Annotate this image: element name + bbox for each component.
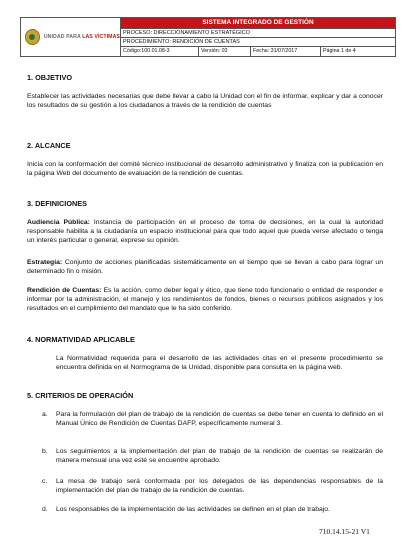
- document-header: [20, 17, 396, 57]
- section-objetivo-text: Establecer las actividades necesarias que debe llevar a cabo la Unidad con el fin de informar, explicar y dar a conocer los resultados de su gestión a los ciudadanos a través de la rendición de cuentas: [27, 93, 383, 109]
- section-alcance-text: Inicia con la conformación del comité técnico institucional de desarrollo administrativo y finaliza con la publicación en la página Web del documento de evaluación de la rendición de cuentas.: [27, 161, 383, 177]
- procedure-line: PROCEDIMIENTO: RENDICIÓN DE CUENTAS: [121, 37, 395, 46]
- system-title: SISTEMA INTEGRADO DE GESTIÓN: [121, 18, 395, 28]
- process-line: PROCESO: DIRECCIONAMIENTO ESTRATÉGICO: [121, 28, 395, 37]
- seal-icon: [25, 29, 40, 45]
- section-definiciones-title: 3. DEFINICIONES: [27, 199, 88, 208]
- page-number-cell: Página 1 de 4: [323, 48, 356, 54]
- list-item: b. Los seguimientos a la implementación del plan de trabajo de la rendición de cuentas se realizarán de manera mensual una vez esté se encuentre aprobado.: [42, 448, 383, 464]
- definition-estrategia: Estrategia: Conjunto de acciones planificadas sistemáticamente en el tiempo que se llevan a cabo para lograr un determinado fin o misión.: [27, 259, 383, 275]
- definition-rendicion: Rendición de Cuentas: Es la acción, como deber legal y ético, que tiene todo funcionario o entidad de responder e informar por la administración, el manejo y los rendimientos de fondos, bienes o recursos públicos asignados y los resultados en el cumplimiento del mandato que le ha sido conferido.: [27, 287, 383, 312]
- logo-text: UNIDAD PARA LAS VÍCTIMAS: [43, 34, 120, 40]
- list-item: c. La mesa de trabajo será conformada por los delegados de las dependencias responsables de la implementación del plan de trabajo de la rendición de cuentas.: [42, 478, 383, 494]
- section-criterios-title: 5. CRITERIOS DE OPERACIÓN: [27, 391, 134, 400]
- section-normatividad-title: 4. NORMATIVIDAD APLICABLE: [27, 335, 135, 344]
- section-normatividad-text: La Normatividad requerida para el desarrollo de las actividades citas en el presente procedimiento se encuentra definida en el Normograma de la Unidad, disponible para consulta en la página web.: [56, 355, 383, 371]
- list-item: a. Para la formulación del plan de trabajo de la rendición de cuentas se debe tener en cuenta lo definido en el Manual Único de Rendición de Cuentas DAFP, específicamente numeral 3.: [42, 411, 383, 427]
- footer-code: 710.14.15-21 V1: [319, 527, 370, 536]
- date-cell: Fecha: 31/07/2017: [251, 47, 321, 56]
- section-alcance-title: 2. ALCANCE: [27, 141, 71, 150]
- logo: [21, 18, 121, 56]
- code-cell: Código:100.01.08-3: [121, 47, 199, 56]
- section-objetivo-title: 1. OBJETIVO: [27, 73, 73, 82]
- definition-audiencia: Audiencia Pública: Instancia de participación en el proceso de toma de decisiones, en la cual la autoridad responsable habilita a la ciudadanía un espacio institucional para que todo aquel que pueda verse afectado o tenga un interés particular o general, exprese su opinión.: [27, 219, 384, 244]
- list-item: d. Los responsables de la implementación de las actividades se definen en el plan de trabajo.: [42, 506, 330, 513]
- version-cell: Versión: 03: [199, 47, 251, 56]
